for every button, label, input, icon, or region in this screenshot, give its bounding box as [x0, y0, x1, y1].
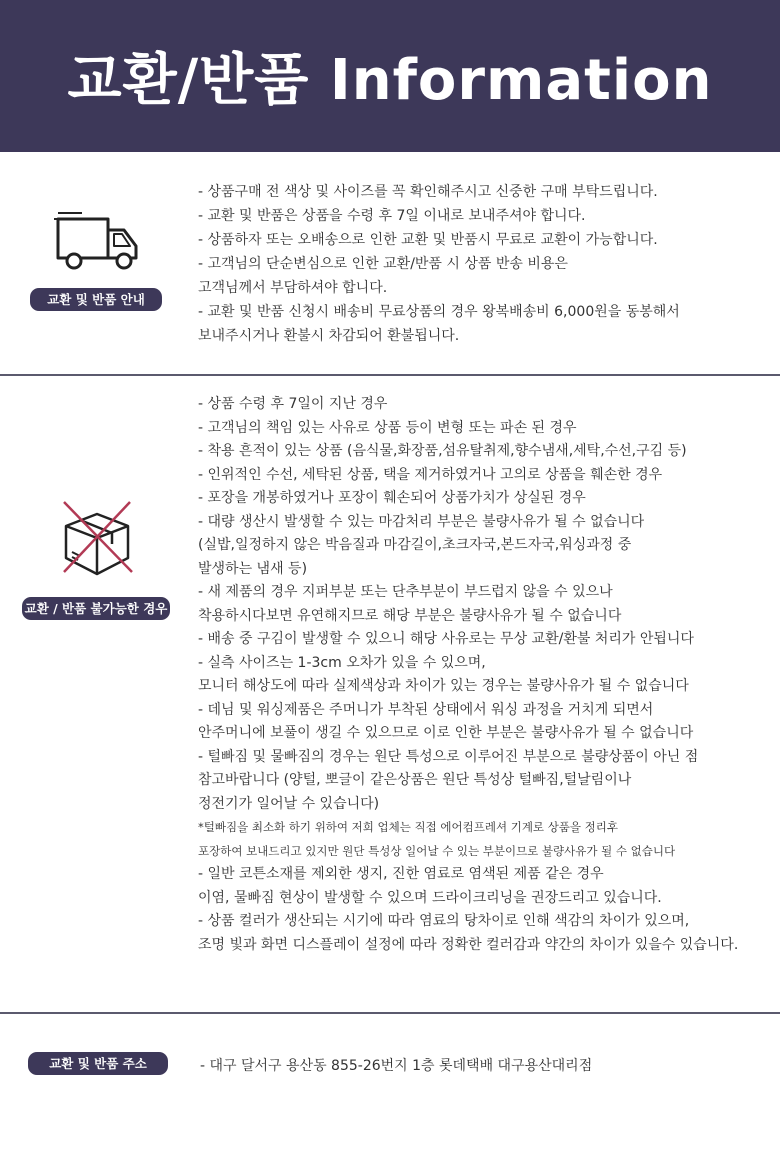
exchange-return-info-badge: 교환 및 반품 안내 [30, 288, 162, 311]
list-item: - 인위적인 수선, 세탁된 상품, 택을 제거하였거나 고의로 상품을 훼손한 경우 [198, 466, 663, 483]
list-item: - 일반 코튼소재를 제외한 생지, 진한 염료로 염색된 제품 같은 경우 [198, 866, 604, 882]
return-address-badge: 교환 및 반품 주소 [28, 1052, 168, 1075]
list-item: - 고객님의 단순변심으로 인한 교환/반품 시 상품 반송 비용은 [198, 256, 568, 272]
list-item: 모니터 해상도에 따라 실제색상과 차이가 있는 경우는 불량사유가 될 수 없습니다 [198, 678, 689, 694]
list-item: 고객님께서 부담하셔야 합니다. [198, 280, 388, 296]
list-item: - 상품 수령 후 7일이 지난 경우 [198, 396, 388, 412]
page-header [0, 0, 780, 152]
section-divider [0, 1012, 780, 1014]
list-item: - 포장을 개봉하였거나 포장이 훼손되어 상품가치가 상실된 경우 [198, 490, 586, 506]
list-item: 안주머니에 보풀이 생길 수 있으므로 이로 인한 부분은 불량사유가 될 수 없습니다 [198, 725, 694, 741]
list-item: - 데님 및 워싱제품은 주머니가 부착된 상태에서 워싱 과정을 거치게 되면서 [198, 701, 654, 718]
delivery-truck-icon [52, 210, 140, 272]
list-item: 이염, 물빠짐 현상이 발생할 수 있으며 드라이크리닝을 권장드리고 있습니다. [198, 889, 662, 906]
list-item: - 착용 흔적이 있는 상품 (음식물,화장품,섬유탈취제,향수냄새,세탁,수선,구김 등) [198, 443, 687, 459]
return-address: - 대구 달서구 용산동 855-26번지 1층 롯데택배 대구용산대리점 [200, 1058, 593, 1074]
list-item: 착용하시다보면 유연해지므로 해당 부분은 불량사유가 될 수 없습니다 [198, 607, 622, 624]
list-item: - 상품 컬러가 생산되는 시기에 따라 염료의 탕차이로 인해 색감의 차이가 있으며, [198, 913, 690, 929]
list-item: 포장하여 보내드리고 있지만 원단 특성상 일어날 수 있는 부분이므로 불량사유가 될 수 없습니다 [198, 843, 676, 858]
list-item: - 고객님의 책임 있는 사유로 상품 등이 변형 또는 파손 된 경우 [198, 419, 577, 436]
list-item: - 상품구매 전 색상 및 사이즈를 꼭 확인해주시고 신중한 구매 부탁드립니다. [198, 184, 658, 200]
list-item: 정전기가 일어날 수 있습니다) [198, 795, 380, 812]
list-item: 조명 빛과 화면 디스플레이 설정에 따라 정확한 컬러감과 약간의 차이가 있을수 있습니다. [198, 936, 739, 953]
list-item: - 새 제품의 경우 지퍼부분 또는 단추부분이 부드럽지 않을 수 있으나 [198, 584, 613, 600]
list-item: (실밥,일정하지 않은 박음질과 마감길이,초크자국,본드자국,워싱과정 중 [198, 537, 632, 553]
list-item: - 상품하자 또는 오배송으로 인한 교환 및 반품시 무료로 교환이 가능합니다. [198, 232, 658, 248]
list-item: - 실측 사이즈는 1-3cm 오차가 있을 수 있으며, [198, 654, 486, 671]
page-title: 교환/반품 Information [67, 48, 713, 113]
list-item: 참고바랍니다 (양털, 뽀글이 같은상품은 원단 특성상 털빠짐,털날림이나 [198, 772, 632, 788]
list-item: 발생하는 냄새 등) [198, 560, 308, 577]
list-item: - 교환 및 반품은 상품을 수령 후 7일 이내로 보내주셔야 합니다. [198, 208, 586, 224]
list-item: - 교환 및 반품 신청시 배송비 무료상품의 경우 왕복배송비 6,000원을 동봉해서 [198, 304, 680, 320]
list-item: - 대량 생산시 발생할 수 있는 마감처리 부분은 불량사유가 될 수 없습니다 [198, 513, 645, 530]
list-item: - 배송 중 구김이 발생할 수 있으니 해당 사유로는 무상 교환/환불 처리가 안됩니다 [198, 631, 694, 647]
list-item: - 털빠짐 및 물빠짐의 경우는 원단 특성으로 이루어진 부분으로 불량상품이 아닌 점 [198, 748, 699, 765]
list-item: *털빠짐을 최소화 하기 위하여 저희 업체는 직접 에어컴프레셔 기계로 상품을 정리후 [198, 820, 619, 834]
list-item: 보내주시거나 환불시 차감되어 환불됩니다. [198, 328, 460, 344]
section-divider [0, 374, 780, 376]
non-returnable-list [198, 393, 738, 957]
non-returnable-cases-badge: 교환 / 반품 불가능한 경우 [22, 597, 170, 620]
exchange-info-list [198, 180, 680, 348]
crossed-out-box-icon [58, 500, 136, 578]
